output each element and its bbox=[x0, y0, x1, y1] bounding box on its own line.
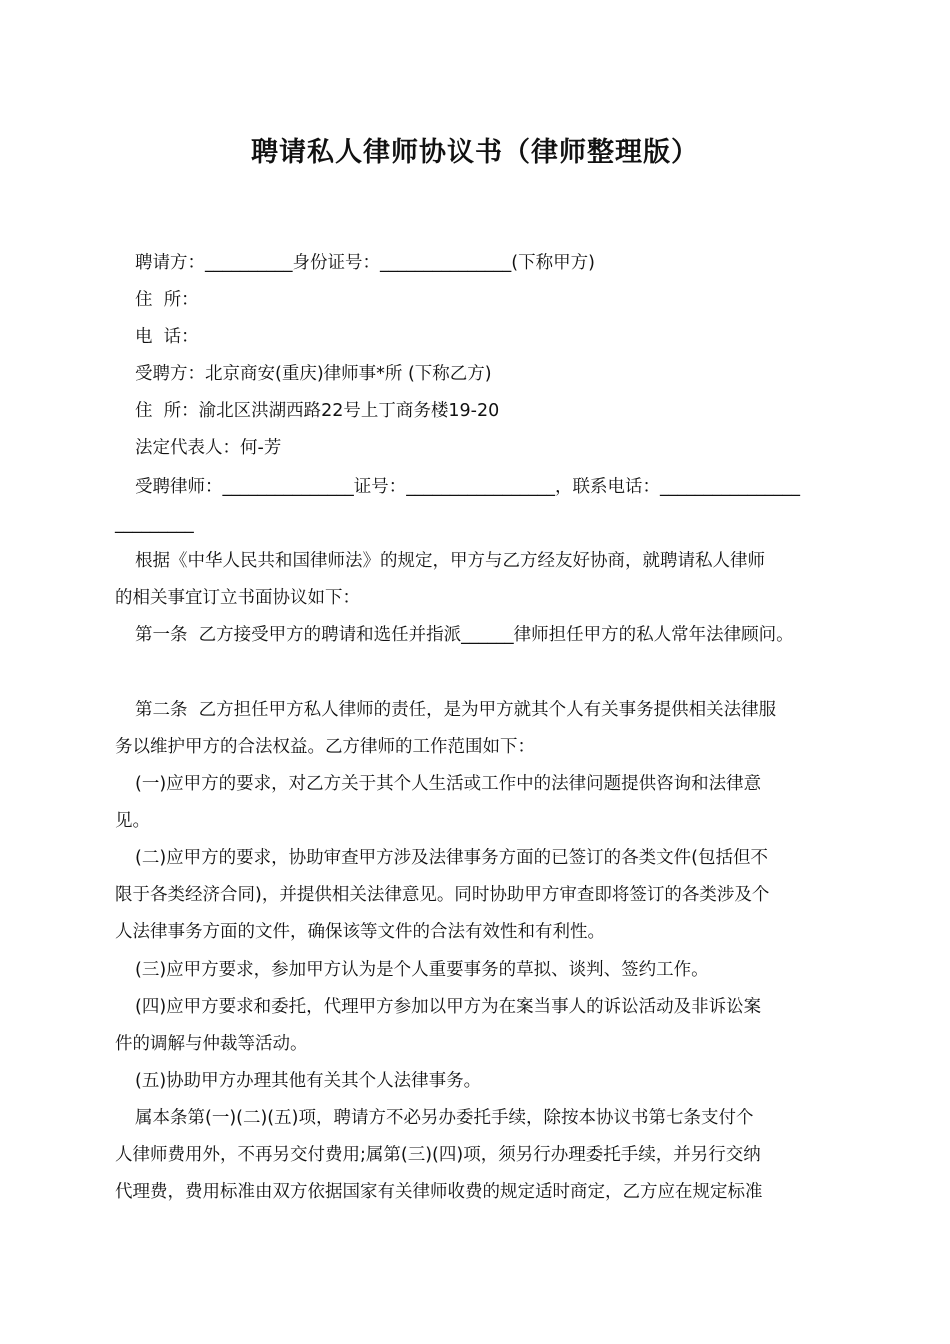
lawyer-info-line: 受聘律师：_______________证号：_________________，联系电话：________________ bbox=[135, 477, 800, 497]
item-2-line-2: 限于各类经济合同)，并提供相关法律意见。同时协助甲方审查即将签订的各类涉及个 bbox=[115, 885, 770, 905]
employer-address-line: 住 所： bbox=[135, 290, 199, 310]
employee-firm-line: 受聘方：北京商安(重庆)律师事*所 (下称乙方) bbox=[135, 364, 492, 384]
lawyer-info-line-cont: _________ bbox=[115, 514, 194, 534]
preamble-line-2: 的相关事宜订立书面协议如下： bbox=[115, 588, 360, 608]
item-2-line-1: (二)应甲方的要求，协助审查甲方涉及法律事务方面的已签订的各类文件(包括但不 bbox=[135, 848, 768, 868]
fee-clause-line-1: 属本条第(一)(二)(五)项，聘请方不必另办委托手续，除按本协议书第七条支付个 bbox=[135, 1108, 754, 1128]
item-2-line-3: 人法律事务方面的文件，确保该等文件的合法有效性和有利性。 bbox=[115, 922, 605, 942]
fee-clause-line-2: 人律师费用外，不再另交付费用;属第(三)(四)项，须另行办理委托手续，并另行交纳 bbox=[115, 1145, 761, 1165]
item-4-line-1: (四)应甲方要求和委托，代理甲方参加以甲方为在案当事人的诉讼活动及非诉讼案 bbox=[135, 997, 762, 1017]
item-4-line-2: 件的调解与仲裁等活动。 bbox=[115, 1034, 308, 1054]
fee-clause-line-3: 代理费，费用标准由双方依据国家有关律师收费的规定适时商定，乙方应在规定标准 bbox=[115, 1182, 763, 1202]
article-1: 第一条 乙方接受甲方的聘请和选任并指派______律师担任甲方的私人常年法律顾问。 bbox=[135, 625, 794, 645]
legal-representative-line: 法定代表人：何-芳 bbox=[135, 438, 282, 458]
employer-phone-line: 电 话： bbox=[135, 327, 199, 347]
item-1-line-1: (一)应甲方的要求，对乙方关于其个人生活或工作中的法律问题提供咨询和法律意 bbox=[135, 774, 762, 794]
employer-line: 聘请方：__________身份证号：_______________(下称甲方) bbox=[135, 253, 595, 273]
firm-address-line: 住 所：渝北区洪湖西路22号上丁商务楼19-20 bbox=[135, 401, 500, 421]
item-5: (五)协助甲方办理其他有关其个人法律事务。 bbox=[135, 1071, 482, 1091]
article-2-line-1: 第二条 乙方担任甲方私人律师的责任，是为甲方就其个人有关事务提供相关法律服 bbox=[135, 700, 777, 720]
item-1-line-2: 见。 bbox=[115, 811, 150, 831]
item-3: (三)应甲方要求，参加甲方认为是个人重要事务的草拟、谈判、签约工作。 bbox=[135, 960, 709, 980]
preamble-line-1: 根据《中华人民共和国律师法》的规定，甲方与乙方经友好协商，就聘请私人律师 bbox=[135, 551, 765, 571]
document-title: 聘请私人律师协议书（律师整理版） bbox=[251, 137, 699, 168]
article-2-line-2: 务以维护甲方的合法权益。乙方律师的工作范围如下： bbox=[115, 737, 535, 757]
